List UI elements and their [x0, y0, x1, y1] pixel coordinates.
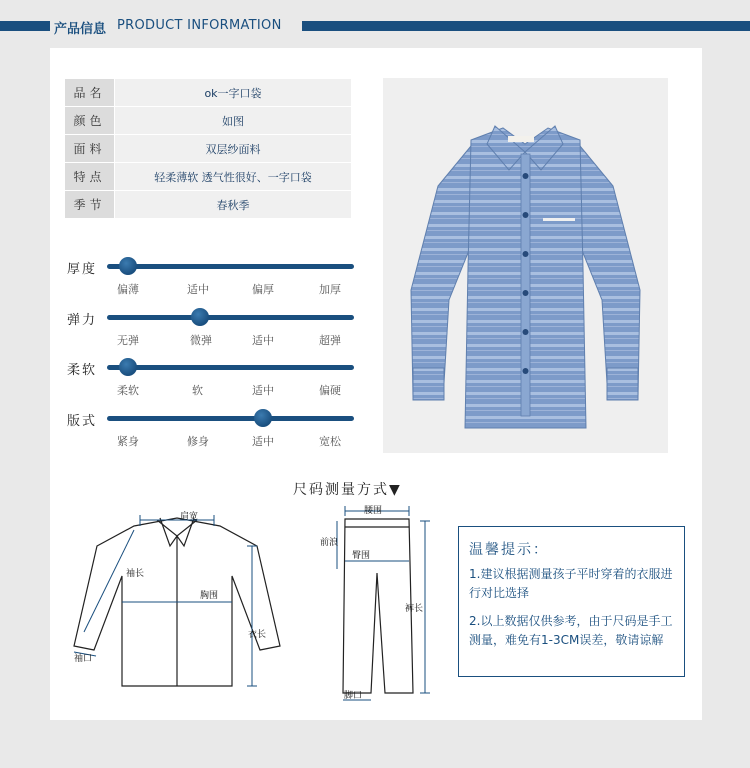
section-header: [0, 0, 750, 48]
slider-track: [107, 416, 354, 421]
slider-fit: [65, 405, 365, 451]
slider-tick: 微弹: [190, 334, 212, 347]
slider-tick: 适中: [252, 384, 274, 397]
slider-tick: 超弹: [319, 334, 341, 347]
slider-tick: 修身: [187, 435, 209, 448]
measure-title: 尺码测量方式▼: [293, 482, 402, 498]
slider-tick: 适中: [252, 334, 274, 347]
slider-knob-icon: [119, 257, 137, 275]
slider-label: 厚度: [67, 262, 98, 277]
spec-key: 特点: [65, 163, 114, 190]
slider-knob-icon: [191, 308, 209, 326]
spec-row: [65, 163, 351, 190]
slider-thickness: [65, 253, 365, 299]
shirt-cuff-label: 袖口: [74, 654, 93, 664]
spec-value: 轻柔薄软 透气性很好、一字口袋: [115, 163, 351, 190]
slider-tick: 柔软: [117, 384, 139, 397]
header-title-cn: 产品信息: [54, 22, 107, 37]
slider-label: 版式: [67, 414, 98, 429]
pants-waist-label: 腰围: [364, 506, 383, 516]
slider-track: [107, 365, 354, 370]
header-bar-right: [302, 21, 750, 31]
slider-label: 柔软: [67, 363, 98, 378]
slider-tick: 加厚: [319, 283, 341, 296]
slider-tick: 适中: [187, 283, 209, 296]
shirt-length-label: 衣长: [248, 630, 267, 640]
pants-hip-label: 臀围: [352, 551, 371, 561]
spec-row: [65, 135, 351, 162]
spec-value: 双层纱面料: [115, 135, 351, 162]
shirt-chest-label: 胸围: [200, 591, 219, 601]
slider-ticks: [117, 433, 357, 449]
spec-key: 品名: [65, 79, 114, 106]
spec-key: 季节: [65, 191, 114, 218]
slider-knob-icon: [254, 409, 272, 427]
shirt-photo-icon: [383, 78, 668, 453]
header-bar-left: [0, 21, 50, 31]
slider-tick: 偏厚: [252, 283, 274, 296]
tip-title: 温馨提示：: [469, 542, 549, 558]
slider-softness: [65, 354, 365, 400]
slider-tick: 宽松: [319, 435, 341, 448]
slider-tick: 偏硬: [319, 384, 341, 397]
slider-tick: 紧身: [117, 435, 139, 448]
header-title-en: PRODUCT INFORMATION: [117, 18, 282, 33]
slider-tick: 无弹: [117, 334, 139, 347]
spec-row: [65, 79, 351, 106]
spec-row: [65, 191, 351, 218]
spec-value: ok一字口袋: [115, 79, 351, 106]
tip-item: 2.以上数据仅供参考，由于尺码是手工测量，难免有1-3CM误差，敬请谅解: [469, 614, 673, 647]
product-panel: [50, 48, 702, 720]
shirt-measure-diagram: [72, 506, 282, 706]
slider-ticks: [117, 332, 357, 348]
pants-hem-label: 脚口: [344, 691, 363, 701]
slider-track: [107, 315, 354, 320]
slider-track: [107, 264, 354, 269]
slider-tick: 软: [192, 384, 203, 397]
slider-elasticity: [65, 304, 365, 350]
shirt-shoulder-label: 肩宽: [180, 512, 199, 522]
spec-key: 面料: [65, 135, 114, 162]
shirt-sleeve-label: 袖长: [126, 569, 145, 579]
spec-value: 春秋季: [115, 191, 351, 218]
pants-inseam-label: 裤长: [405, 604, 424, 614]
spec-row: [65, 107, 351, 134]
slider-label: 弹力: [67, 313, 98, 328]
tip-box: [458, 526, 685, 677]
slider-knob-icon: [119, 358, 137, 376]
pants-measure-diagram: [315, 503, 455, 703]
slider-ticks: [117, 281, 357, 297]
slider-tick: 适中: [252, 435, 274, 448]
slider-tick: 偏薄: [117, 283, 139, 296]
spec-table: [65, 79, 351, 219]
tip-item: 1.建议根据测量孩子平时穿着的衣服进行对比选择: [469, 567, 673, 600]
pants-front-rise-label: 前浪: [320, 538, 339, 548]
slider-ticks: [117, 382, 357, 398]
product-photo: [383, 78, 668, 453]
spec-value: 如图: [115, 107, 351, 134]
spec-key: 颜色: [65, 107, 114, 134]
